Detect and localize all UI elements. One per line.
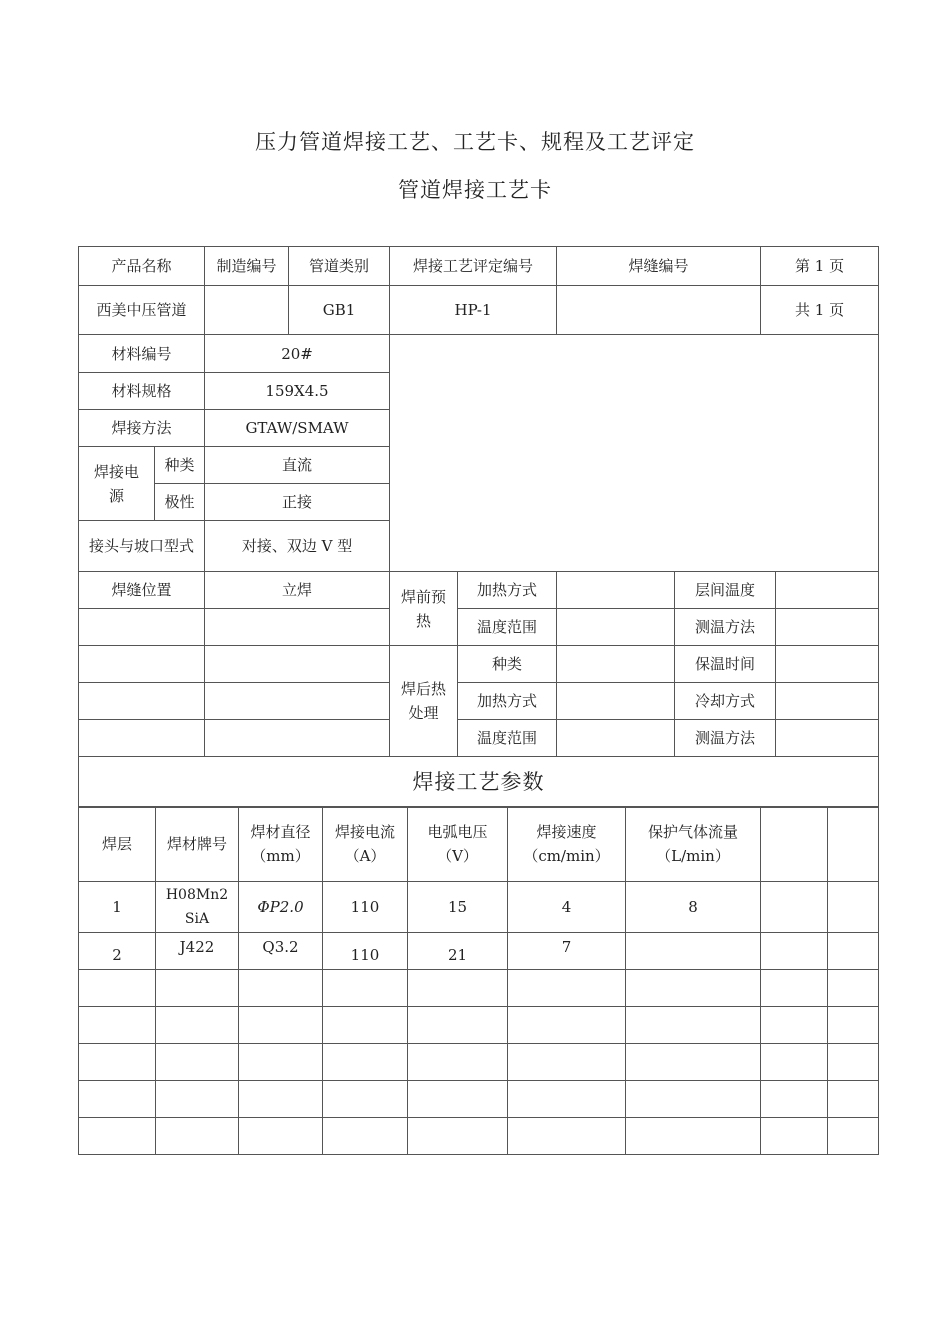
empty-cell <box>761 1081 828 1118</box>
document-title: 压力管道焊接工艺、工艺卡、规程及工艺评定 <box>255 130 695 154</box>
empty-cell <box>626 1118 761 1155</box>
cooling-method-label: 冷却方式 <box>675 683 776 720</box>
welding-method-label: 焊接方法 <box>79 410 205 447</box>
empty-cell <box>323 1081 408 1118</box>
row-current: 110 <box>323 882 408 933</box>
empty-cell <box>79 646 205 683</box>
header-label-make-no: 制造编号 <box>205 247 289 286</box>
preheat-measure-value <box>776 609 879 646</box>
table-row <box>79 1044 879 1081</box>
weld-position-label: 焊缝位置 <box>79 572 205 609</box>
header-value-make-no <box>205 286 289 335</box>
row-current: 110 <box>323 933 408 970</box>
empty-cell <box>323 970 408 1007</box>
empty-cell <box>205 683 390 720</box>
empty-cell <box>239 1118 323 1155</box>
preheat-measure-label: 测温方法 <box>675 609 776 646</box>
empty-cell <box>156 970 239 1007</box>
interpass-temp-value <box>776 572 879 609</box>
row-layer: 1 <box>79 882 156 933</box>
material-spec-value: 159X4.5 <box>205 373 390 410</box>
empty-cell <box>79 1081 156 1118</box>
row-speed: 4 <box>508 882 626 933</box>
empty-cell <box>828 1118 879 1155</box>
row-diameter: Q3.2 <box>239 933 323 970</box>
preheat-heating-value <box>557 572 675 609</box>
table-row <box>79 882 879 933</box>
empty-cell <box>761 970 828 1007</box>
params-header-row <box>79 807 879 882</box>
header-value-pipe-class: GB1 <box>289 286 390 335</box>
header-label-page: 第 1 页 <box>761 247 879 286</box>
header-value-page-total: 共 1 页 <box>761 286 879 335</box>
empty-cell <box>761 882 828 933</box>
empty-cell <box>508 1118 626 1155</box>
welding-params-table <box>78 806 879 1155</box>
postheat-measure-label: 测温方法 <box>675 720 776 757</box>
empty-cell <box>205 609 390 646</box>
empty-cell <box>205 646 390 683</box>
empty-cell <box>828 1007 879 1044</box>
col-header-current: 焊接电流（A） <box>323 807 408 882</box>
hold-time-label: 保温时间 <box>675 646 776 683</box>
row-layer: 2 <box>79 933 156 970</box>
empty-cell <box>156 1081 239 1118</box>
empty-cell <box>239 1007 323 1044</box>
postheat-heating-label: 加热方式 <box>458 683 557 720</box>
document-subtitle: 管道焊接工艺卡 <box>398 178 552 202</box>
empty-cell <box>508 1081 626 1118</box>
col-header-diameter: 焊材直径（mm） <box>239 807 323 882</box>
table-row <box>79 1007 879 1044</box>
header-label-pqr-no: 焊接工艺评定编号 <box>390 247 557 286</box>
header-label-product: 产品名称 <box>79 247 205 286</box>
params-title: 焊接工艺参数 <box>79 757 879 808</box>
table-row <box>79 1118 879 1155</box>
process-card-table <box>78 246 879 808</box>
blank-area <box>390 335 879 572</box>
row-brand: J422 <box>156 933 239 970</box>
empty-cell <box>408 970 508 1007</box>
joint-type-value: 对接、双边 V 型 <box>205 521 390 572</box>
header-value-pqr-no: HP-1 <box>390 286 557 335</box>
col-header-empty <box>828 807 879 882</box>
empty-cell <box>828 970 879 1007</box>
current-type-label: 种类 <box>155 447 205 484</box>
preheat-temp-range-label: 温度范围 <box>458 609 557 646</box>
empty-cell <box>761 1044 828 1081</box>
empty-cell <box>239 970 323 1007</box>
empty-cell <box>79 720 205 757</box>
weld-position-value: 立焊 <box>205 572 390 609</box>
current-type-value: 直流 <box>205 447 390 484</box>
row-speed: 7 <box>508 933 626 970</box>
row-voltage: 15 <box>408 882 508 933</box>
header-label-pipe-class: 管道类别 <box>289 247 390 286</box>
empty-cell <box>323 1007 408 1044</box>
empty-cell <box>408 1118 508 1155</box>
polarity-value: 正接 <box>205 484 390 521</box>
power-source-label: 焊接电源 <box>79 447 155 521</box>
header-value-weld-no <box>557 286 761 335</box>
empty-cell <box>626 1007 761 1044</box>
empty-cell <box>408 1007 508 1044</box>
empty-cell <box>828 1044 879 1081</box>
empty-cell <box>79 1118 156 1155</box>
empty-cell <box>79 683 205 720</box>
postheat-temp-range-label: 温度范围 <box>458 720 557 757</box>
polarity-label: 极性 <box>155 484 205 521</box>
postheat-heating-value <box>557 683 675 720</box>
col-header-speed: 焊接速度（cm/min） <box>508 807 626 882</box>
empty-cell <box>156 1044 239 1081</box>
preheat-temp-range-value <box>557 609 675 646</box>
col-header-voltage: 电弧电压（V） <box>408 807 508 882</box>
empty-cell <box>761 1007 828 1044</box>
col-header-layer: 焊层 <box>79 807 156 882</box>
postheat-measure-value <box>776 720 879 757</box>
empty-cell <box>626 1044 761 1081</box>
empty-cell <box>828 1081 879 1118</box>
empty-cell <box>761 1118 828 1155</box>
interpass-temp-label: 层间温度 <box>675 572 776 609</box>
empty-cell <box>761 933 828 970</box>
material-number-label: 材料编号 <box>79 335 205 373</box>
col-header-brand: 焊材牌号 <box>156 807 239 882</box>
cooling-method-value <box>776 683 879 720</box>
postheat-kind-value <box>557 646 675 683</box>
empty-cell <box>408 1044 508 1081</box>
col-header-gas: 保护气体流量（L/min） <box>626 807 761 882</box>
empty-cell <box>323 1044 408 1081</box>
header-label-weld-no: 焊缝编号 <box>557 247 761 286</box>
row-diameter: ΦP2.0 <box>239 882 323 933</box>
welding-method-value: GTAW/SMAW <box>205 410 390 447</box>
empty-cell <box>828 882 879 933</box>
header-value-row <box>79 286 879 335</box>
preheat-label: 焊前预热 <box>390 572 458 646</box>
empty-cell <box>508 1007 626 1044</box>
empty-cell <box>508 1044 626 1081</box>
empty-cell <box>239 1081 323 1118</box>
material-spec-label: 材料规格 <box>79 373 205 410</box>
empty-cell <box>626 1081 761 1118</box>
empty-cell <box>79 609 205 646</box>
table-row <box>79 1081 879 1118</box>
empty-cell <box>408 1081 508 1118</box>
postheat-temp-range-value <box>557 720 675 757</box>
header-label-row <box>79 247 879 286</box>
table-row <box>79 933 879 970</box>
empty-cell <box>508 970 626 1007</box>
hold-time-value <box>776 646 879 683</box>
header-value-product: 西美中压管道 <box>79 286 205 335</box>
table-row <box>79 970 879 1007</box>
empty-cell <box>239 1044 323 1081</box>
empty-cell <box>626 970 761 1007</box>
empty-cell <box>828 933 879 970</box>
joint-type-label: 接头与坡口型式 <box>79 521 205 572</box>
preheat-heating-label: 加热方式 <box>458 572 557 609</box>
row-gas: 8 <box>626 882 761 933</box>
postheat-label: 焊后热处理 <box>390 646 458 757</box>
postheat-kind-label: 种类 <box>458 646 557 683</box>
empty-cell <box>323 1118 408 1155</box>
material-number-value: 20# <box>205 335 390 373</box>
col-header-empty <box>761 807 828 882</box>
row-gas <box>626 933 761 970</box>
empty-cell <box>79 1044 156 1081</box>
empty-cell <box>79 970 156 1007</box>
row-voltage: 21 <box>408 933 508 970</box>
row-brand: H08Mn2SiA <box>156 882 239 933</box>
empty-cell <box>156 1118 239 1155</box>
empty-cell <box>156 1007 239 1044</box>
empty-cell <box>205 720 390 757</box>
empty-cell <box>79 1007 156 1044</box>
